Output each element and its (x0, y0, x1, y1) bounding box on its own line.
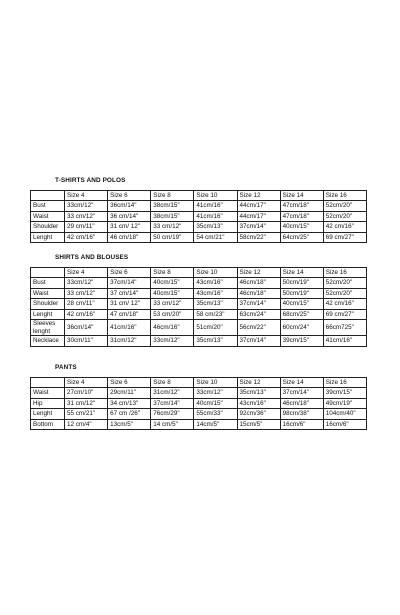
tshirts-polos-section (30, 177, 366, 243)
size-cell: 44cm/17" (237, 211, 280, 221)
size-cell: 42 cm/16" (65, 309, 108, 319)
size-cell: Size 12 (237, 378, 280, 388)
table-header-row (31, 191, 367, 201)
size-cell: 40cm/15" (280, 299, 323, 309)
size-cell: 33 cm/12" (65, 288, 108, 298)
row-label-cell: Bust (31, 278, 65, 288)
size-cell: 31 cm/ 12" (108, 222, 151, 232)
size-cell: 31 cm/ 12" (108, 299, 151, 309)
section-title: PANTS (55, 364, 77, 371)
size-cell: Size 12 (237, 268, 280, 278)
table-row (31, 278, 367, 288)
row-label-cell: Waist (31, 288, 65, 298)
table-row (31, 232, 367, 242)
size-cell: 37cm/14" (237, 222, 280, 232)
size-cell: 50cm/19" (280, 278, 323, 288)
size-cell: 50cm/19" (280, 288, 323, 298)
size-cell: 69 cm/27" (323, 232, 366, 242)
size-cell: 46cm/18" (280, 398, 323, 408)
size-cell: Size 8 (151, 191, 194, 201)
size-cell: 52cm/20" (323, 211, 366, 221)
size-cell: Size 10 (194, 191, 237, 201)
size-cell: 33 cm/12" (151, 222, 194, 232)
size-cell: 33cm/12" (151, 336, 194, 346)
table-row (31, 299, 367, 309)
section-title: SHIRTS AND BLOUSES (55, 254, 129, 261)
row-label-cell: Bottom (31, 419, 65, 429)
size-table (30, 377, 367, 430)
size-cell: 51cm/20" (194, 319, 237, 335)
size-cell: Size 12 (237, 191, 280, 201)
row-label-cell: Hip (31, 398, 65, 408)
size-cell: 12 cm/4" (65, 419, 108, 429)
size-cell: 29cm/11" (108, 388, 151, 398)
size-cell: 46cm/18" (237, 278, 280, 288)
size-cell: 58cm/22" (237, 232, 280, 242)
row-label-cell (31, 268, 65, 278)
row-label-cell: Shoulder (31, 222, 65, 232)
size-cell: 47 cm/18" (108, 309, 151, 319)
row-label-cell: Lenght (31, 309, 65, 319)
row-label-cell (31, 191, 65, 201)
size-cell: 34 cm/13" (108, 398, 151, 408)
size-cell: 46cm/16" (151, 319, 194, 335)
size-cell: 36cm/14" (65, 319, 108, 335)
table-row (31, 419, 367, 429)
size-cell: 35cm/13" (194, 222, 237, 232)
size-cell: 37cm/14" (108, 278, 151, 288)
row-label-cell: Waist (31, 388, 65, 398)
size-cell: Size 6 (108, 268, 151, 278)
size-cell: Size 16 (323, 378, 366, 388)
size-cell: 36 cm/14" (108, 211, 151, 221)
size-cell: 40cm/15" (151, 278, 194, 288)
table-row (31, 309, 367, 319)
size-cell: 55 cm/21" (65, 409, 108, 419)
size-cell: 55cm/33" (194, 409, 237, 419)
size-cell: Size 8 (151, 378, 194, 388)
size-cell: 42 cm/16" (65, 232, 108, 242)
size-cell: 58 cm/23" (194, 309, 237, 319)
size-cell: Size 16 (323, 268, 366, 278)
size-cell: 40cm/15" (280, 222, 323, 232)
row-label-cell (31, 378, 65, 388)
size-cell: 33 cm/12" (65, 211, 108, 221)
size-cell: 43cm/16" (194, 288, 237, 298)
row-label-cell: Sleeves lenght (31, 319, 65, 335)
size-cell: 42 cm/16" (323, 299, 366, 309)
size-cell: Size 8 (151, 268, 194, 278)
size-cell: 68cm/25" (280, 309, 323, 319)
table-row (31, 201, 367, 211)
size-cell: 40cm/15" (194, 398, 237, 408)
size-cell: 37cm/14" (237, 299, 280, 309)
size-cell: 43cm/16" (194, 278, 237, 288)
shirts-blouses-section (30, 254, 366, 347)
size-cell: 27cm/10" (65, 388, 108, 398)
size-cell: 39cm/15" (280, 336, 323, 346)
size-cell: 56cm/22" (237, 319, 280, 335)
size-cell: 39cm/15" (323, 388, 366, 398)
size-cell: 52cm/20" (323, 278, 366, 288)
table-row (31, 336, 367, 346)
size-cell: 28 cm/11" (65, 299, 108, 309)
section-title: T-SHIRTS AND POLOS (55, 177, 126, 184)
table-row (31, 222, 367, 232)
size-cell: 44cm/17" (237, 201, 280, 211)
size-cell: 35cm/13" (194, 336, 237, 346)
size-cell: 52cm/20" (323, 201, 366, 211)
size-cell: 66cm725" (323, 319, 366, 335)
size-cell: 38cm/15" (151, 211, 194, 221)
size-cell: 14cm/5" (194, 419, 237, 429)
size-cell: 15cm/5" (237, 419, 280, 429)
size-cell: 46cm/18" (237, 288, 280, 298)
size-cell: 46 cm/18" (108, 232, 151, 242)
size-cell: Size 10 (194, 268, 237, 278)
size-cell: 36cm/14" (108, 201, 151, 211)
table-header-row (31, 268, 367, 278)
size-cell: Size 14 (280, 191, 323, 201)
size-cell: Size 14 (280, 268, 323, 278)
size-cell: Size 14 (280, 378, 323, 388)
size-cell: 50 cm/19" (151, 232, 194, 242)
size-cell: 38cm/15" (151, 201, 194, 211)
table-row (31, 398, 367, 408)
size-cell: 16cm/6" (323, 419, 366, 429)
size-cell: 16cm/6" (280, 419, 323, 429)
table-row (31, 211, 367, 221)
size-cell: 29 cm/11" (65, 222, 108, 232)
size-cell: 104cm/40" (323, 409, 366, 419)
pants-section (30, 364, 366, 430)
size-cell: 43cm/16" (237, 398, 280, 408)
row-label-cell: Necklace (31, 336, 65, 346)
size-cell: Size 6 (108, 191, 151, 201)
size-cell: 13cm/5" (108, 419, 151, 429)
size-cell: 49cm/19" (323, 398, 366, 408)
size-cell: 54 cm/21" (194, 232, 237, 242)
size-cell: 30cm/11" (65, 336, 108, 346)
size-cell: 37cm/14" (237, 336, 280, 346)
table-header-row (31, 378, 367, 388)
size-cell: 67 cm /26" (108, 409, 151, 419)
size-cell: 41cm/16" (194, 211, 237, 221)
size-cell: 92cm/36" (237, 409, 280, 419)
size-cell: Size 4 (65, 191, 108, 201)
size-cell: 35cm/13" (194, 299, 237, 309)
size-cell: Size 16 (323, 191, 366, 201)
size-cell: 37 cm/14" (108, 288, 151, 298)
size-cell: 37cm/14" (280, 388, 323, 398)
size-cell: 41cm/16" (323, 336, 366, 346)
size-cell: 31cm/12" (151, 388, 194, 398)
size-cell: Size 4 (65, 268, 108, 278)
size-cell: 42 cm/16" (323, 222, 366, 232)
size-cell: 33cm/12" (65, 278, 108, 288)
size-table (30, 267, 367, 347)
row-label-cell: Waist (31, 211, 65, 221)
row-label-cell: Shoulder (31, 299, 65, 309)
size-cell: 76cm/29" (151, 409, 194, 419)
size-cell: 53 cm/20" (151, 309, 194, 319)
size-cell: Size 4 (65, 378, 108, 388)
size-cell: 31cm/12" (108, 336, 151, 346)
size-cell: Size 10 (194, 378, 237, 388)
size-cell: 47cm/18" (280, 211, 323, 221)
table-row (31, 319, 367, 335)
size-cell: 33 cm/12" (151, 299, 194, 309)
row-label-cell: Bust (31, 201, 65, 211)
size-cell: 63cm/24" (237, 309, 280, 319)
size-cell: 41cm/16" (194, 201, 237, 211)
size-cell: 69 cm/27" (323, 309, 366, 319)
table-row (31, 409, 367, 419)
size-cell: 14 cm/5" (151, 419, 194, 429)
size-cell: 64cm/25" (280, 232, 323, 242)
size-cell: 37cm/14" (151, 398, 194, 408)
table-row (31, 288, 367, 298)
size-cell: 33cm/12" (65, 201, 108, 211)
size-cell: 40cm/15" (151, 288, 194, 298)
row-label-cell: Lenght (31, 232, 65, 242)
size-cell: 31 cm/12" (65, 398, 108, 408)
size-cell: 33cm/12" (194, 388, 237, 398)
size-cell: 98cm/38" (280, 409, 323, 419)
size-cell: 35cm/13" (237, 388, 280, 398)
size-cell: 47cm/18" (280, 201, 323, 211)
size-cell: Size 6 (108, 378, 151, 388)
table-row (31, 388, 367, 398)
row-label-cell: Lenght (31, 409, 65, 419)
size-cell: 60cm/24" (280, 319, 323, 335)
size-cell: 52cm/20" (323, 288, 366, 298)
size-cell: 41cm/16" (108, 319, 151, 335)
size-table (30, 190, 367, 243)
